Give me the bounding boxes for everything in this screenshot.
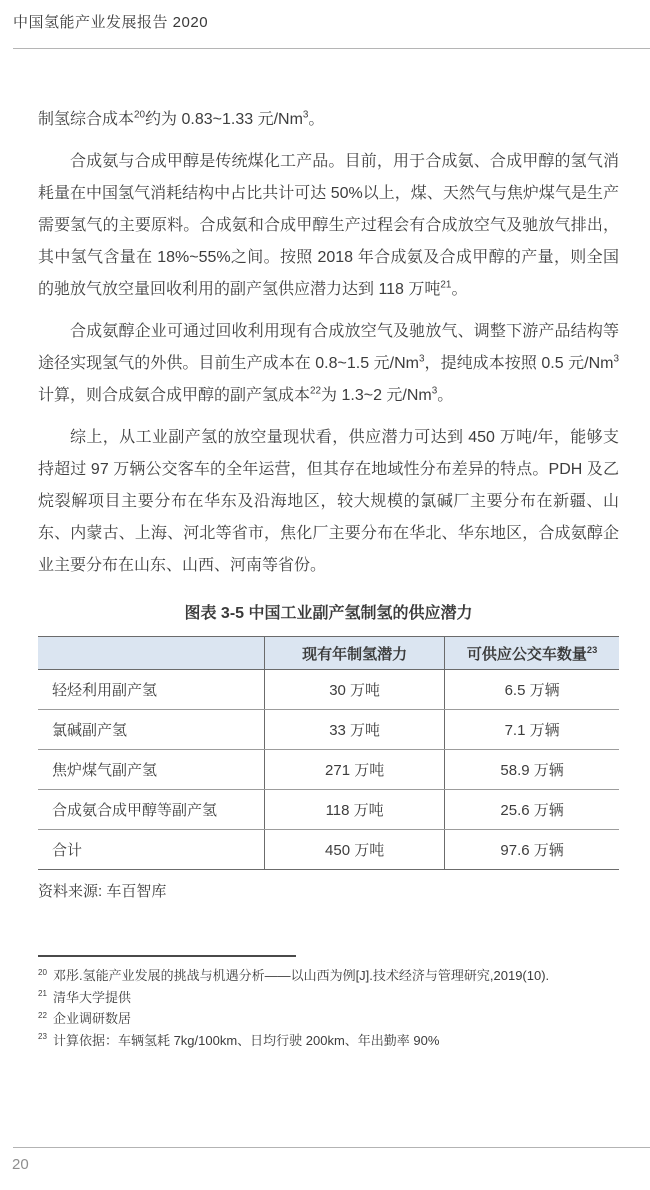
footnote-21-marker: 21 [38,989,47,999]
content-area [38,104,619,1051]
row-bus-value: 7.1 万辆 [445,710,619,750]
footnote-21 [38,987,619,1009]
footnote-ref-23: 23 [586,644,598,655]
table-source: 资料来源: 车百智库 [38,883,167,900]
row-label: 轻烃利用副产氢 [38,670,265,710]
table-row-total [38,830,619,870]
footnote-23-marker: 23 [38,1032,47,1042]
paragraph-byproduct-cost: 合成氨醇企业可通过回收利用现有合成放空气及驰放气、调整下游产品结构等途径实现氢气的外供。目前生产成本在 0.8~1.5 元/Nm$^3$，提纯成本按照 0.5 元/Nm$^3$ 计算，则合成氨合成甲醇的副产氢成本$^{22}$为 1.3~2 元/Nm$^3$。 [38,323,619,404]
doc-header-title: 中国氢能产业发展报告 2020 [13,14,209,31]
row-potential-value: 30 万吨 [265,670,445,710]
table-header-annual-potential-label: 现有年制氢潜力 [302,645,408,663]
footnote-23-text: 计算依据：车辆氢耗 7kg/100km、日均行驶 200km、年出勤率 90% [52,1032,440,1048]
table-caption: 图表 3-5 中国工业副产氢制氢的供应潜力 [184,605,473,622]
supply-potential-table [38,636,619,870]
row-potential-value: 271 万吨 [265,750,445,790]
row-label: 合计 [38,830,265,870]
table-row-light-hydrocarbon [38,670,619,710]
table-header-bus-count-label: 可供应公交车数量 [466,645,587,663]
footnote-22 [38,1008,619,1030]
footnote-separator [38,955,296,957]
footnote-20 [38,965,619,987]
table-row-chlor-alkali [38,710,619,750]
table-header-blank [38,637,265,670]
footnote-23 [38,1030,619,1052]
row-bus-value: 97.6 万辆 [445,830,619,870]
row-bus-value: 6.5 万辆 [445,670,619,710]
paragraph-hydrogen-cost: 制氢综合成本$^{20}$约为 0.83~1.33 元/Nm$^3$。 [38,109,325,128]
table-header-annual-potential [265,637,445,670]
table-header-row [38,637,619,670]
table-row-ammonia-methanol [38,790,619,830]
table-header-bus-count [445,637,619,670]
footnote-20-marker: 20 [38,967,47,977]
footer-rule [13,1147,650,1148]
table-row-coke-oven-gas [38,750,619,790]
paragraph-ammonia-methanol: 合成氨与合成甲醇是传统煤化工产品。目前，用于合成氨、合成甲醇的氢气消耗量在中国氢气消耗结构中占比共计可达 50%以上，煤、天然气与焦炉煤气是生产需要氢气的主要原料。合成氨和合成甲醇生产过程会有合成放空气及驰放气排出，其中氢气含量在 18%~55%之间。按照 2018 年合成氨及合成甲醇的产量，则全国的驰放气放空量回收利用的副产氢供应潜力达到 118 万吨$^{21}$。 [38,153,619,298]
row-potential-value: 118 万吨 [265,790,445,830]
row-label: 焦炉煤气副产氢 [38,750,265,790]
page-number: 20 [12,1156,29,1173]
row-potential-value: 33 万吨 [265,710,445,750]
row-bus-value: 25.6 万辆 [445,790,619,830]
row-bus-value: 58.9 万辆 [445,750,619,790]
footnote-21-text: 清华大学提供 [52,989,131,1005]
footnote-22-text: 企业调研数居 [52,1011,131,1026]
row-label: 氯碱副产氢 [38,710,265,750]
footnote-20-text: 邓彤.氢能产业发展的挑战与机遇分析——以山西为例[J].技术经济与管理研究,2019(10). [52,968,550,983]
row-potential-value: 450 万吨 [265,830,445,870]
row-label: 合成氨合成甲醇等副产氢 [38,790,265,830]
paragraph-summary-distribution: 综上，从工业副产氢的放空量现状看，供应潜力可达到 450 万吨/年，能够支持超过 97 万辆公交客车的全年运营，但其存在地域性分布差异的特点。PDH 及乙烷裂解项目主要分布在华东及沿海地区，较大规模的氯碱厂主要分布在新疆、山东、内蒙古、上海、河北等省市，焦化厂主要分布在华北、华东地区，合成氨醇企业主要分布在山东、山西、河南等省份。 [38,429,619,574]
header-rule [13,48,650,49]
footnote-22-marker: 22 [38,1010,47,1020]
